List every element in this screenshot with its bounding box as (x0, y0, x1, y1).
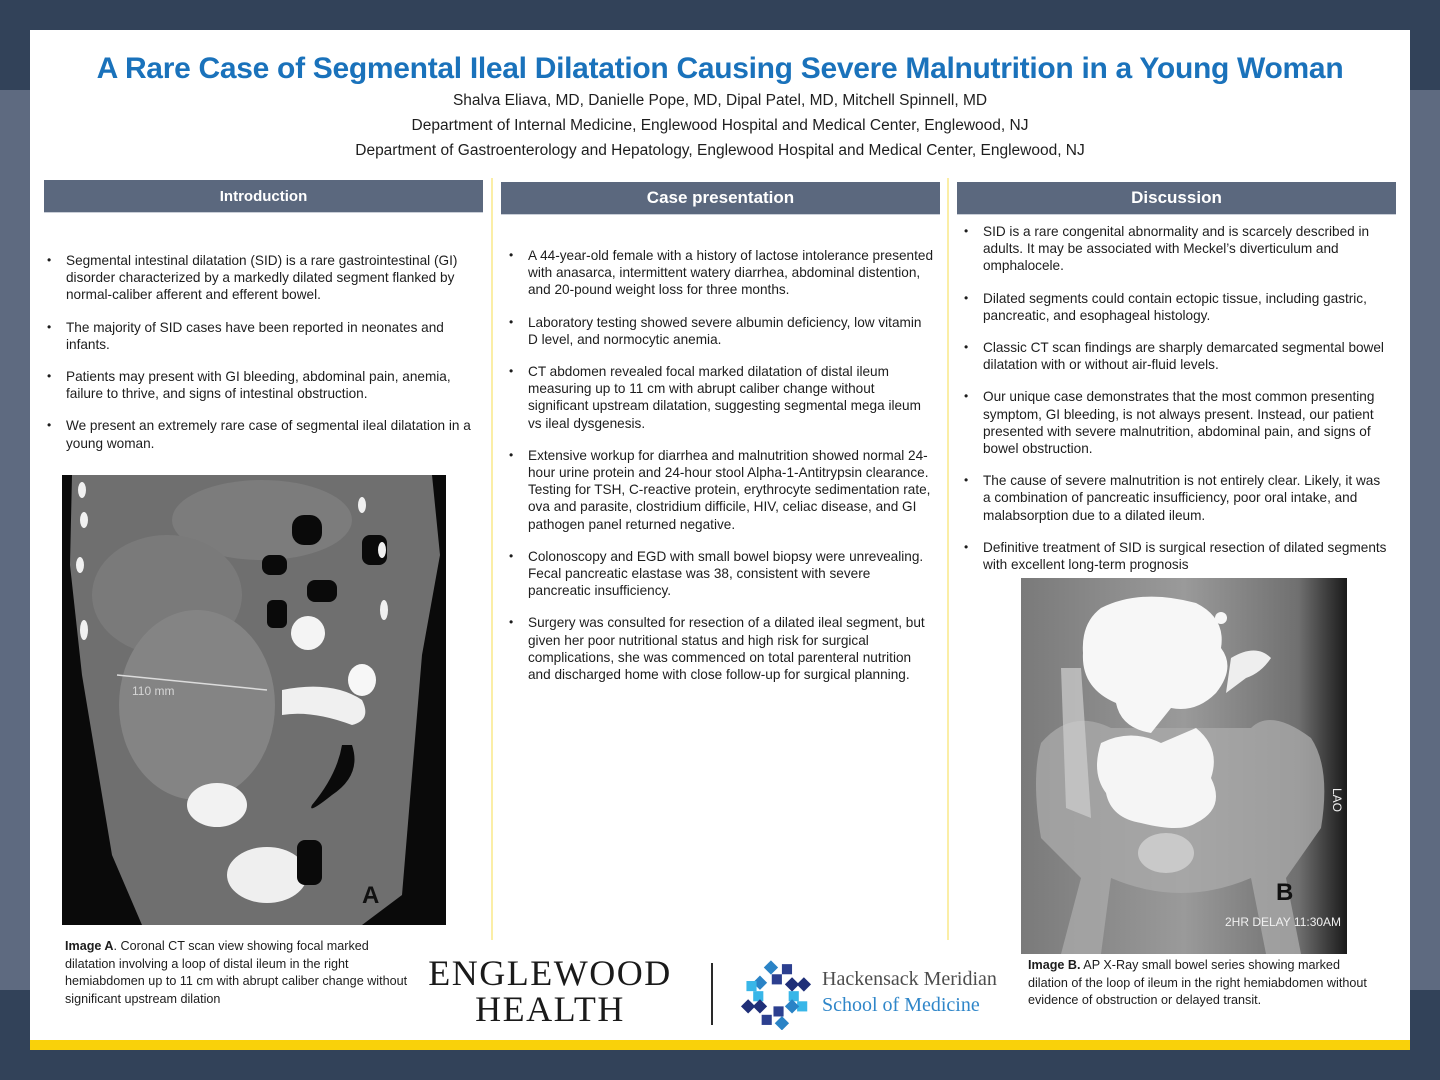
image-a-caption-text: . Coronal CT scan view showing focal marked dilatation involving a loop of distal ileum in the right hemiabdomen up to 11 cm with abrupt caliber change without significant upstream dilation (65, 939, 408, 1006)
list-item: • A 44-year-old female with a history of lactose intolerance presented with anasarca, intermittent watery diarrhea, abdominal distention, and 20-pound weight loss for three months. (506, 247, 934, 299)
image-b-caption-label: Image B. (1028, 958, 1081, 972)
affiliation-1: Department of Internal Medicine, Englewood Hospital and Medical Center, Englewood, NJ (411, 117, 1029, 134)
accent-stripe (30, 1040, 1410, 1050)
list-item: • SID is a rare congenital abnormality and is scarcely described in adults. It may be associated with Meckel’s diverticulum and omphalocele. (961, 223, 1389, 275)
image-b-caption-text: AP X-Ray small bowel series showing marked dilation of the loop of ileum in the right hemiabdomen without evidence of obstruction or delayed transit. (1028, 958, 1367, 1007)
list-item: • Classic CT scan findings are sharply demarcated segmental bowel dilatation with or without air-fluid levels. (961, 339, 1389, 373)
list-item: • The majority of SID cases have been reported in neonates and infants. (44, 319, 474, 353)
discussion-list (961, 223, 1389, 573)
list-item: • We present an extremely rare case of segmental ileal dilatation in a young woman. (44, 417, 474, 451)
xray-image (1021, 578, 1347, 954)
image-a-caption-label: Image A (65, 939, 114, 953)
affiliation-2: Department of Gastroenterology and Hepatology, Englewood Hospital and Medical Center, Englewood, NJ (355, 142, 1085, 159)
list-item: • Dilated segments could contain ectopic tissue, including gastric, pancreatic, and esophageal histology. (961, 290, 1389, 324)
list-item: • Patients may present with GI bleeding, abdominal pain, anemia, failure to thrive, and signs of intestinal obstruction. (44, 368, 474, 402)
englewood-logo-line2: HEALTH (475, 989, 625, 1029)
image-b-letter: B (1276, 879, 1294, 906)
hmsm-logo-line2: School of Medicine (822, 994, 980, 1016)
englewood-logo-line1: ENGLEWOOD (428, 953, 672, 993)
list-item: • Our unique case demonstrates that the most common presenting symptom, GI bleeding, is not always present. Instead, our patient presented with severe malnutrition, abdominal pain, and signs of bowel obstruction. (961, 388, 1389, 457)
introduction-list (44, 252, 474, 452)
xray-side-marker: LAO (1330, 788, 1344, 813)
authors: Shalva Eliava, MD, Danielle Pope, MD, Dipal Patel, MD, Mitchell Spinnell, MD (452, 92, 988, 109)
list-item: • The cause of severe malnutrition is not entirely clear. Likely, it was a combination of pancreatic insufficiency, poor oral intake, and malabsorption due to a dilated ileum. (961, 472, 1389, 524)
column-divider-1 (491, 178, 493, 940)
list-item: • CT abdomen revealed focal marked dilatation of distal ileum measuring up to 11 cm with abrupt caliber change without significant upstream dilatation, suggesting segmental mega ileum vs ileal dysgenesis. (506, 363, 934, 432)
case-presentation-header: Case presentation (501, 182, 940, 215)
list-item: • Colonoscopy and EGD with small bowel biopsy were unrevealing. Fecal pancreatic elastase was 38, consistent with severe pancreatic insufficiency. (506, 548, 934, 600)
list-item: • Segmental intestinal dilatation (SID) is a rare gastrointestinal (GI) disorder characterized by a markedly dilated segment flanked by normal-caliber afferent and efferent bowel. (44, 252, 474, 304)
image-a-letter: A (362, 882, 380, 909)
ct-scan-image (62, 475, 446, 925)
hmsm-logo-text (822, 966, 997, 1018)
image-b-caption (1028, 957, 1373, 1010)
case-presentation-list (506, 247, 934, 683)
hmsm-emblem-icon (738, 954, 814, 1030)
image-a-caption (65, 938, 410, 1008)
discussion-header: Discussion (957, 182, 1396, 215)
list-item: • Surgery was consulted for resection of a dilated ileal segment, but given her poor nutritional status and high risk for surgical complications, she was commenced on total parenteral nutrition and discharged home with close follow-up for surgical planning. (506, 614, 934, 683)
list-item: • Laboratory testing showed severe albumin deficiency, low vitamin D level, and normocytic anemia. (506, 314, 934, 348)
svg-text:110 mm: 110 mm (132, 684, 175, 698)
logo-separator (711, 963, 713, 1025)
ct-scan-graphic (62, 475, 446, 925)
poster-title: A Rare Case of Segmental Ileal Dilatation Causing Severe Malnutrition in a Young Woman (96, 52, 1344, 85)
introduction-header: Introduction (44, 180, 483, 213)
list-item: • Definitive treatment of SID is surgical resection of dilated segments with excellent long-term prognosis (961, 539, 1389, 573)
xray-graphic (1021, 578, 1347, 954)
list-item: • Extensive workup for diarrhea and malnutrition showed normal 24-hour urine protein and 24-hour stool Alpha-1-Antitrypsin clearance. Testing for TSH, C-reactive protein, erythrocyte sedimentation rate, ova and parasite, clostridium difficile, HIV, celiac disease, and GI pathogen panel returned negative. (506, 447, 934, 533)
englewood-health-logo (410, 955, 690, 1027)
hmsm-logo-line1: Hackensack Meridian (822, 968, 997, 990)
xray-timestamp: 2HR DELAY 11:30AM (1225, 915, 1342, 929)
column-divider-2 (947, 178, 949, 940)
